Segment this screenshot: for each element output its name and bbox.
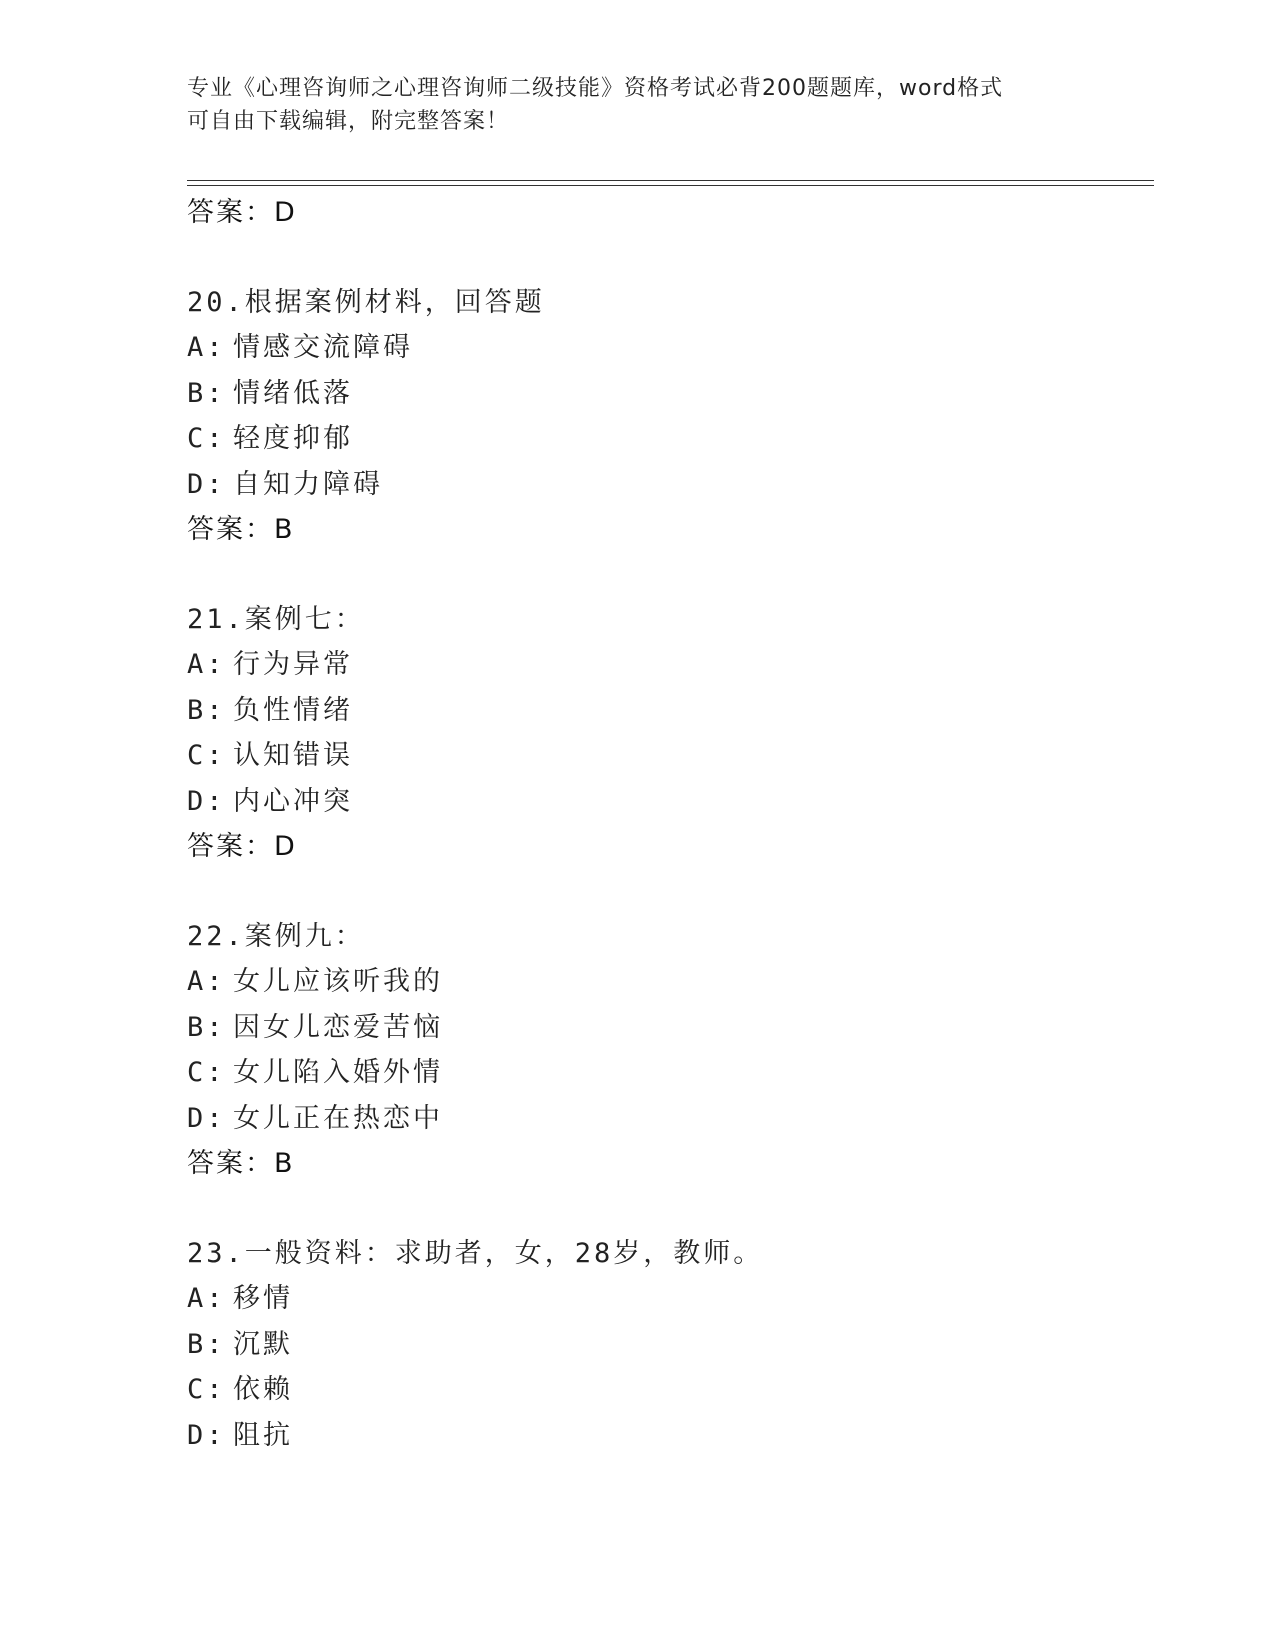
option-letter: A: [187,649,226,680]
answer-line: 答案：D [187,831,297,862]
option-b [187,1005,1147,1051]
option-d [187,1413,1147,1459]
option-c [187,733,1147,779]
option-b [187,1322,1147,1368]
option-d [187,1096,1147,1142]
question-text: 22.案例九： [187,921,365,952]
option-a [187,325,1147,371]
option-text: 女儿正在热恋中 [233,1102,443,1134]
option-letter: B: [187,1328,226,1360]
option-letter: D: [187,1419,226,1451]
header-rule-bottom [187,185,1154,186]
question-block-23 [187,1231,1147,1458]
option-letter: D: [187,1102,226,1134]
option-text: 移情 [233,1283,293,1314]
option-text: 阻抗 [233,1419,293,1451]
option-text: 内心冲突 [233,785,353,817]
header-rule-top [187,180,1154,181]
answer-line: 答案：B [187,514,295,545]
option-letter: D: [187,468,226,500]
spacer [187,869,1147,914]
option-text: 情绪低落 [233,377,353,409]
spacer [187,552,1147,597]
option-d [187,779,1147,825]
option-text: 情感交流障碍 [233,332,413,363]
option-b [187,688,1147,734]
option-letter: A: [187,1283,226,1314]
question-block-20 [187,280,1147,552]
option-letter: B: [187,694,226,726]
option-a [187,959,1147,1005]
answer-line: 答案：B [187,1148,295,1179]
option-letter: B: [187,377,226,409]
option-letter: A: [187,966,226,997]
option-text: 负性情绪 [233,694,353,726]
document-header [187,72,1087,138]
option-letter: C: [187,740,226,771]
option-text: 依赖 [233,1374,293,1405]
option-c [187,416,1147,462]
option-letter: C: [187,1057,226,1088]
spacer [187,235,1147,280]
option-text: 女儿应该听我的 [233,966,443,997]
option-c [187,1367,1147,1413]
header-line-1: 专业《心理咨询师之心理咨询师二级技能》资格考试必背200题题库，word格式 [187,76,1004,101]
question-list [187,190,1147,1458]
answer-line: 答案：D [187,197,297,228]
option-letter: B: [187,1011,226,1043]
option-a [187,1276,1147,1322]
option-text: 轻度抑郁 [233,423,353,454]
question-block-22 [187,914,1147,1186]
option-letter: A: [187,332,226,363]
option-text: 行为异常 [233,649,353,680]
question-text: 23.一般资料：求助者，女，28岁，教师。 [187,1238,764,1269]
option-text: 女儿陷入婚外情 [233,1057,443,1088]
question-text: 20.根据案例材料，回答题 [187,287,545,318]
spacer [187,1186,1147,1231]
question-text: 21.案例七： [187,604,365,635]
option-d [187,462,1147,508]
option-a [187,642,1147,688]
option-text: 自知力障碍 [233,468,383,500]
question-block-21 [187,597,1147,869]
option-text: 认知错误 [233,740,353,771]
option-letter: C: [187,1374,226,1405]
header-line-2: 可自由下载编辑，附完整答案！ [187,109,510,134]
option-c [187,1050,1147,1096]
option-text: 沉默 [233,1328,293,1360]
option-b [187,371,1147,417]
option-text: 因女儿恋爱苦恼 [233,1011,443,1043]
option-letter: D: [187,785,226,817]
option-letter: C: [187,423,226,454]
